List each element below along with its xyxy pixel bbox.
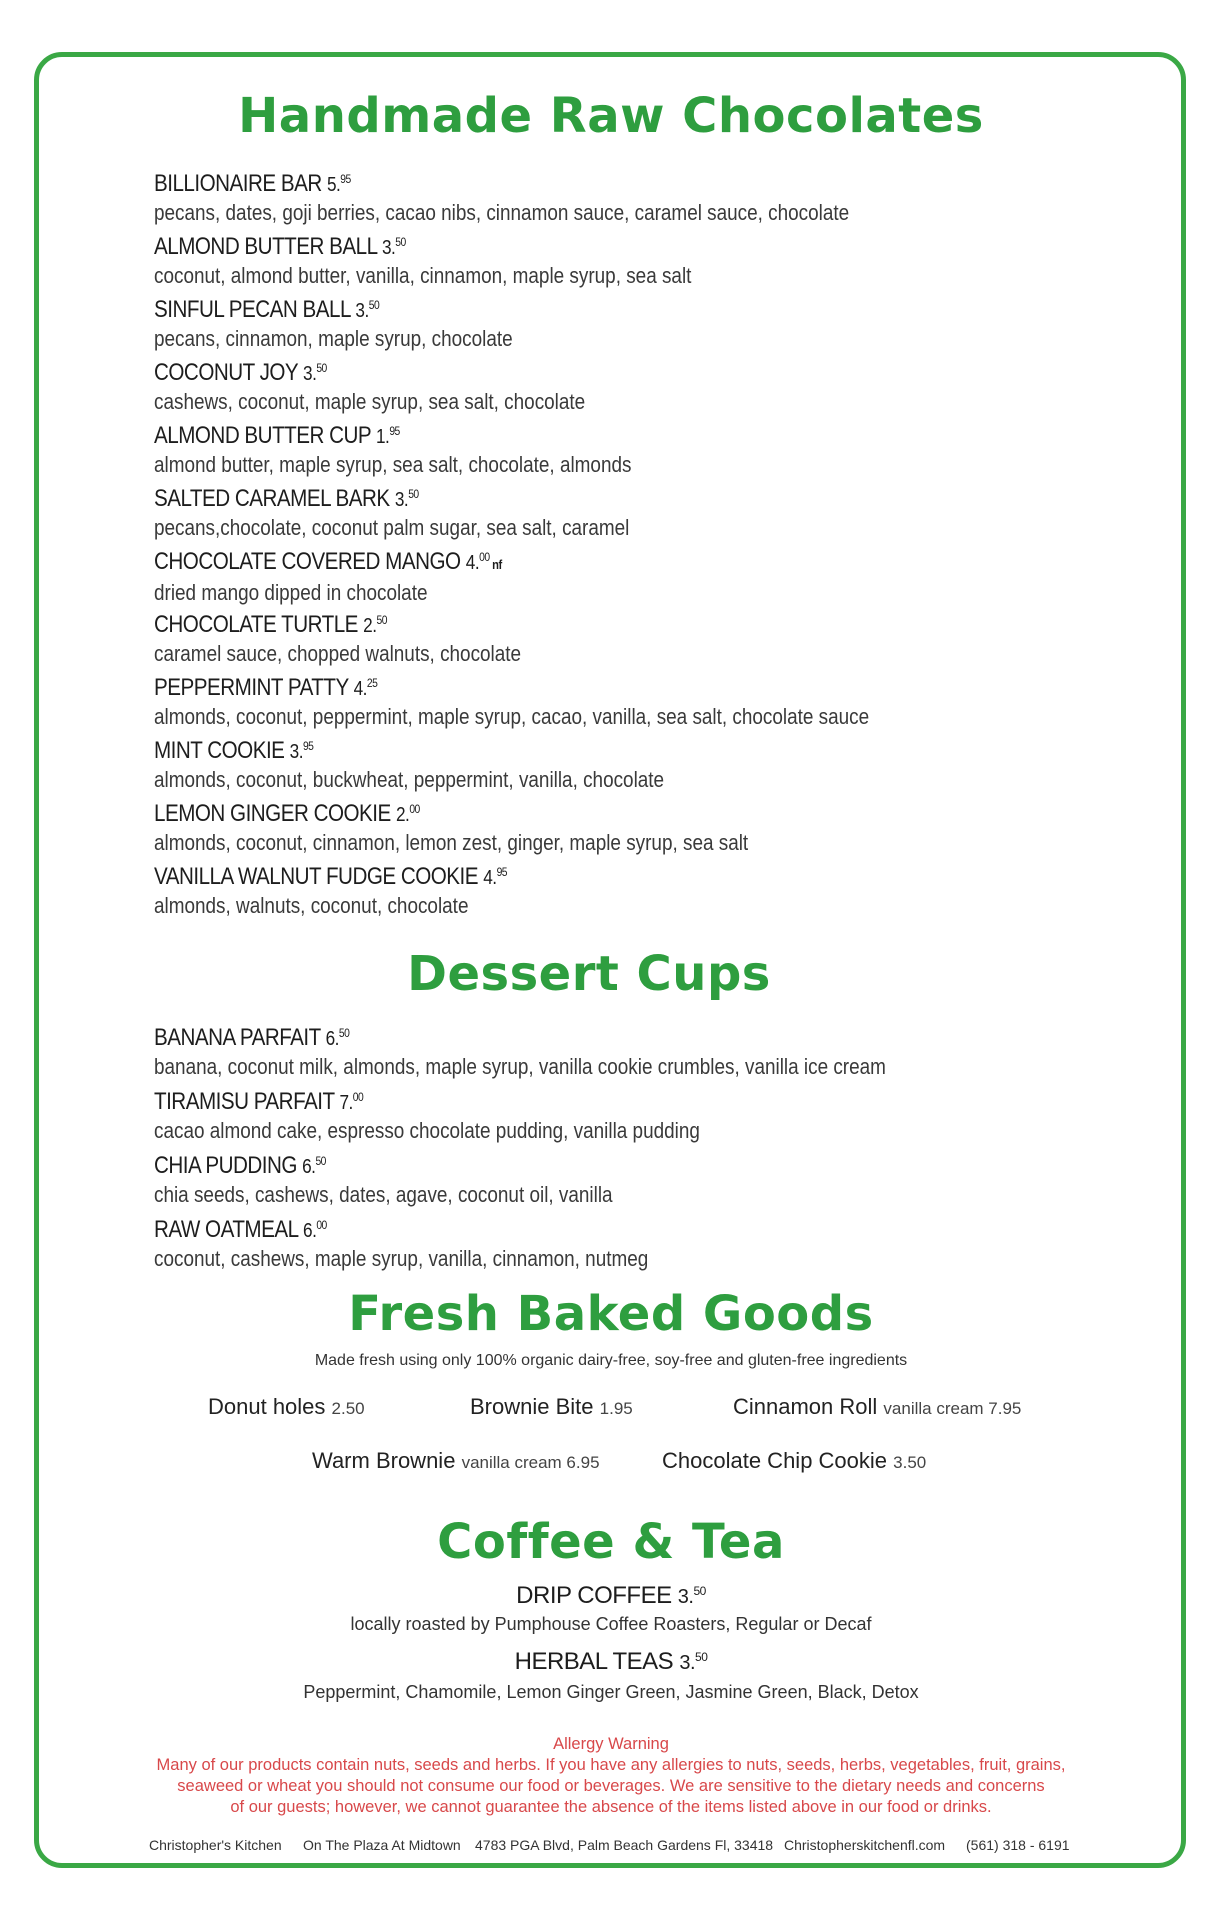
footer-location: On The Plaza At Midtown [303,1837,461,1853]
menu-item [154,1018,1054,1082]
price-cents: 25 [366,676,378,690]
footer-website[interactable]: Christopherskitchenfl.com [784,1837,946,1853]
coffee-item-name: HERBAL TEAS [514,1648,674,1675]
menu-item-price [303,1220,327,1242]
price-whole: 5. [326,174,341,196]
baked-item-name: Brownie Bite [470,1394,594,1419]
dessert-cups-list [154,1018,1054,1274]
menu-item [154,731,1054,794]
price-whole: 6. [303,1220,317,1242]
menu-item-description: almonds, coconut, peppermint, maple syrup, cacao, vanilla, sea salt, chocolate sauce [154,704,870,729]
allergy-line: Many of our products contain nuts, seeds and herbs. If you have any allergies to nuts, seeds, herbs, vegetables, fruit, grains, [156,1756,1066,1774]
menu-item-header [154,227,928,263]
allergy-line: of our guests; however, we cannot guarantee the absence of the items listed above in our food or drinks. [230,1798,992,1816]
coffee-item-drip-coffee [0,1582,1222,1610]
price-cents: 50 [395,235,406,249]
price-cents: 50 [316,361,327,375]
baked-item-name: Cinnamon Roll [733,1394,878,1419]
baked-item-name: Chocolate Chip Cookie [662,1448,888,1473]
menu-item [154,479,1054,542]
price-cents: 50 [408,487,419,501]
allergy-line: seaweed or wheat you should not consume our food or beverages. We are sensitive to the dietary needs and concerns [177,1777,1045,1795]
menu-item-name: SALTED CARAMEL BARK [154,485,390,512]
menu-item-name: VANILLA WALNUT FUDGE COOKIE [154,863,479,890]
coffee-item-herbal-teas [0,1648,1222,1676]
chocolates-list [154,164,1054,920]
menu-item-header [154,731,928,767]
menu-item-header [154,605,928,641]
price-cents: 00 [409,802,420,816]
price-cents: 95 [340,172,351,186]
price-whole: 3. [355,300,369,322]
menu-item-header [154,1146,928,1182]
menu-item-name: ALMOND BUTTER CUP [154,422,371,449]
menu-item-description: almond butter, maple syrup, sea salt, chocolate, almonds [154,452,632,477]
menu-item-name: LEMON GINGER COOKIE [154,800,391,827]
price-whole: 2. [363,615,377,637]
menu-item-name: CHIA PUDDING [154,1152,297,1179]
menu-item-price [483,867,507,889]
baked-item-chocolate-chip-cookie [662,1448,926,1474]
section-title-dessert-cups: Dessert Cups [407,946,771,1002]
coffee-item-desc: locally roasted by Pumphouse Coffee Roasters, Regular or Decaf [350,1614,872,1634]
menu-item-name: ALMOND BUTTER BALL [154,233,382,260]
coffee-item-name: DRIP COFFEE [516,1582,672,1609]
section-title-coffee-tea: Coffee & Tea [437,1514,785,1570]
menu-item-description: pecans, cinnamon, maple syrup, chocolate [154,326,513,351]
price-whole: 2. [395,804,410,826]
menu-item [154,353,1054,416]
menu-item [154,1210,1054,1274]
menu-item-header [154,353,928,389]
menu-item-price [326,1028,350,1050]
menu-item-price [354,678,378,700]
price-whole: 6. [325,1028,339,1050]
menu-item [154,668,1054,731]
menu-item-note: nf [492,557,502,572]
section-title-chocolates: Handmade Raw Chocolates [238,88,984,144]
coffee-item-price: 3.50 [679,1650,708,1674]
price-cents: 00 [352,1090,364,1104]
price-whole: 4. [483,867,497,889]
baked-item-name: Donut holes [208,1394,326,1419]
coffee-item-price: 3.50 [677,1584,706,1608]
price-whole: 3. [381,237,396,259]
menu-item-name: RAW OATMEAL [154,1216,298,1243]
menu-item-header [154,1210,928,1246]
baked-item-detail: 1.95 [599,1399,633,1418]
menu-item-description: pecans,chocolate, coconut palm sugar, sea salt, caramel [154,515,630,540]
footer-restaurant-name: Christopher's Kitchen [149,1837,282,1853]
menu-item-price [355,300,379,322]
menu-item [154,290,1054,353]
price-whole: 7. [339,1092,353,1114]
menu-item-header [154,290,928,326]
menu-item [154,227,1054,290]
allergy-title: Allergy Warning [553,1735,669,1753]
menu-item-description: almonds, coconut, cinnamon, lemon zest, ginger, maple syrup, sea salt [154,830,749,855]
menu-item-description: almonds, walnuts, coconut, chocolate [154,893,469,918]
price-whole: 4. [353,678,367,700]
price-cents: 50 [315,1154,326,1168]
coffee-item-desc: Peppermint, Chamomile, Lemon Ginger Green, Jasmine Green, Black, Detox [303,1682,919,1702]
menu-item-price [363,615,387,637]
menu-item-name: CHOCOLATE TURTLE [154,611,358,638]
baked-item-detail: vanilla cream 6.95 [461,1453,600,1472]
price-cents: 50 [338,1026,350,1040]
menu-item-description: cashews, coconut, maple syrup, sea salt, chocolate [154,389,586,414]
price-whole: 3. [394,489,409,511]
price-whole: 3. [289,741,303,763]
section-title-baked-goods: Fresh Baked Goods [348,1286,874,1342]
menu-item-name: MINT COOKIE [154,737,285,764]
menu-item-price [396,804,420,826]
menu-item-name: CHOCOLATE COVERED MANGO [154,548,461,575]
price-cents: 95 [496,865,508,879]
price-cents: 95 [389,424,400,438]
footer-address: 4783 PGA Blvd, Palm Beach Gardens Fl, 33418 [475,1837,774,1853]
menu-item [154,857,1054,920]
menu-item-description: almonds, coconut, buckwheat, peppermint, vanilla, chocolate [154,767,665,792]
menu-item-description: pecans, dates, goji berries, cacao nibs, cinnamon sauce, caramel sauce, chocolate [154,200,850,225]
menu-item-header [154,1082,928,1118]
menu-item-name: PEPPERMINT PATTY [154,674,349,701]
menu-item-header [154,416,928,452]
menu-item-price [466,552,490,574]
menu-item-header [154,794,928,830]
price-cents: 50 [368,298,380,312]
menu-item-description: coconut, almond butter, vanilla, cinnamon, maple syrup, sea salt [154,263,692,288]
menu-item [154,605,1054,668]
menu-item-header [154,857,928,893]
baked-item-detail: 2.50 [331,1399,365,1418]
baked-item-detail: 3.50 [893,1453,927,1472]
baked-item-cinnamon-roll [733,1394,1021,1420]
price-whole: 3. [303,363,317,385]
menu-item [154,164,1054,227]
menu-item-header [154,1018,928,1054]
menu-item [154,794,1054,857]
baked-subtitle: Made fresh using only 100% organic dairy-free, soy-free and gluten-free ingredients [314,1352,908,1369]
menu-item-description: chia seeds, cashews, dates, agave, coconut oil, vanilla [154,1182,613,1207]
menu-item [154,542,1054,605]
menu-item-description: caramel sauce, chopped walnuts, chocolate [154,641,522,666]
price-cents: 00 [479,550,490,564]
footer-phone[interactable]: (561) 318 - 6191 [966,1837,1070,1853]
menu-item [154,416,1054,479]
menu-item-name: BANANA PARFAIT [154,1024,321,1051]
menu-item-price [376,426,400,448]
baked-item-donut-holes [208,1394,365,1420]
menu-item-name: SINFUL PECAN BALL [154,296,351,323]
price-whole: 6. [302,1156,316,1178]
price-cents: 95 [302,739,314,753]
baked-item-name: Warm Brownie [312,1448,456,1473]
menu-item-price [382,237,406,259]
menu-item-description: coconut, cashews, maple syrup, vanilla, cinnamon, nutmeg [154,1246,649,1271]
menu-item-description: banana, coconut milk, almonds, maple syrup, vanilla cookie crumbles, vanilla ice cream [154,1054,886,1079]
menu-item-description: dried mango dipped in chocolate [154,580,428,605]
baked-item-warm-brownie [312,1448,600,1474]
price-cents: 00 [316,1218,327,1232]
price-whole: 4. [465,552,480,574]
menu-item-price [395,489,419,511]
menu-item-description: cacao almond cake, espresso chocolate pudding, vanilla pudding [154,1118,700,1143]
menu-item-name: COCONUT JOY [154,359,298,386]
menu-item [154,1146,1054,1210]
price-cents: 50 [376,613,387,627]
menu-item-price [290,741,314,763]
menu-item-header [154,542,928,580]
allergy-warning [0,1734,1222,1818]
menu-item-header [154,164,928,200]
menu-item-name: TIRAMISU PARFAIT [154,1088,335,1115]
price-whole: 1. [376,426,390,448]
baked-item-detail: vanilla cream 7.95 [883,1399,1022,1418]
menu-item-name: BILLIONAIRE BAR [154,170,322,197]
menu-item [154,1082,1054,1146]
menu-item-price [303,363,327,385]
menu-item-price [327,174,351,196]
menu-item-header [154,668,928,704]
menu-item-price [302,1156,326,1178]
menu-item-price [339,1092,363,1114]
menu-item-header [154,479,928,515]
baked-item-brownie-bite [470,1394,633,1420]
